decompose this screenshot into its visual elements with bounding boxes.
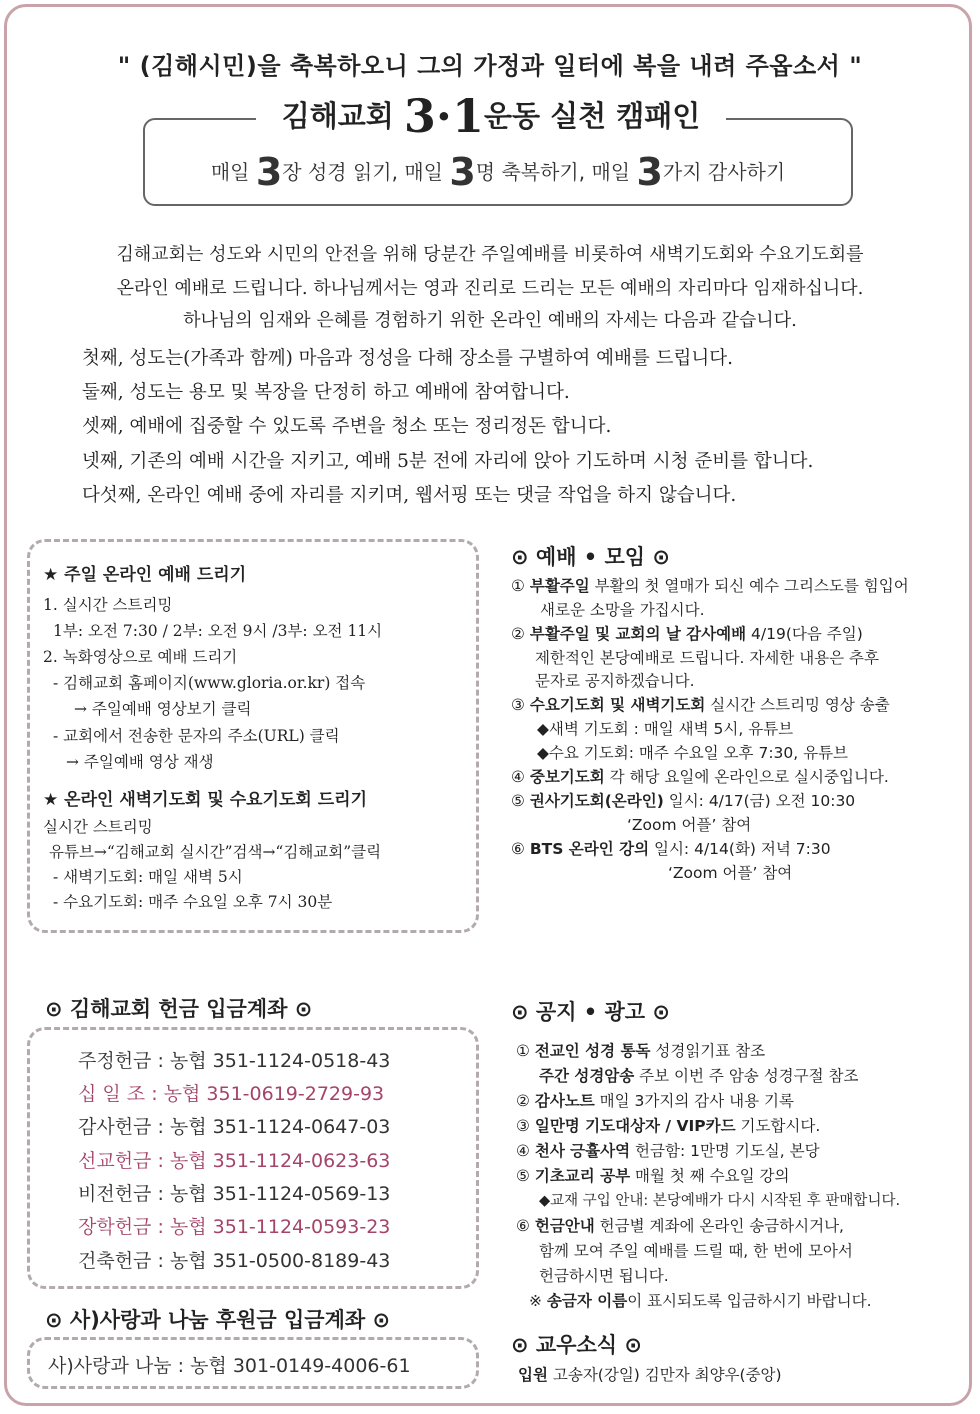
- worship-title: ⊙ 예배 • 모임 ⊙: [511, 545, 671, 569]
- worship-item: ② 부활주일 및 교회의 날 감사예배 4/19(다음 주일): [511, 625, 863, 643]
- worship-line: 새로운 소망을 가집시다.: [540, 601, 705, 619]
- campaign-title-num: 3·1: [403, 89, 484, 143]
- worship-line: 문자로 공지하겠습니다.: [535, 672, 695, 690]
- posture-item: 다섯째, 온라인 예배 중에 자리를 지키며, 웹서핑 또는 댓글 작업을 하지 않습니다.: [82, 485, 737, 506]
- intro-line: 하나님의 임재와 은혜를 경험하기 위한 온라인 예배의 자세는 다음과 같습니다.: [183, 310, 797, 331]
- campaign-sub-pre: 매일: [210, 160, 250, 184]
- campaign-sub-post: 장 성경 읽기,: [282, 160, 398, 184]
- offering-row: 건축헌금 : 농협 351-0500-8189-43: [78, 1250, 391, 1272]
- donation-row: 사)사랑과 나눔 : 농협 301-0149-4006-61: [48, 1355, 411, 1377]
- online-heading: ★ 온라인 새벽기도회 및 수요기도회 드리기: [43, 790, 368, 810]
- offering-row: 장학헌금 : 농협 351-1124-0593-23: [78, 1216, 391, 1238]
- campaign-sub-num: 3: [449, 150, 476, 194]
- notice-item: ③ 일만명 기도대상자 / VIP카드 기도합시다.: [516, 1117, 821, 1135]
- notice-item: ① 전교인 성경 통독 성경읽기표 참조: [516, 1042, 766, 1060]
- online-line: - 새벽기도회: 매일 새벽 5시: [53, 868, 243, 886]
- online-line: → 주일예배 영상 재생: [66, 753, 214, 771]
- notice-line: ◆교재 구입 안내: 본당예배가 다시 시작된 후 판매합니다.: [539, 1193, 901, 1209]
- worship-line: ◆새벽 기도회 : 매일 새벽 5시, 유튜브: [537, 720, 794, 738]
- posture-item: 둘째, 성도는 용모 및 복장을 단정히 하고 예배에 참여합니다.: [82, 382, 570, 403]
- worship-line: ‘Zoom 어플’ 참여: [627, 816, 752, 834]
- online-line: 1부: 오전 7:30 / 2부: 오전 9시 /3부: 오전 11시: [53, 622, 383, 640]
- online-line: - 김해교회 홈페이지(www.gloria.or.kr) 접속: [53, 674, 366, 692]
- online-line: 1. 실시간 스트리밍: [43, 596, 173, 614]
- offering-row: 선교헌금 : 농협 351-1124-0623-63: [78, 1150, 391, 1172]
- motto: " (김해시민)을 축복하오니 그의 가정과 일터에 복을 내려 주옵소서 ": [117, 52, 863, 80]
- campaign-title-post: 운동 실천 캠패인: [483, 99, 701, 133]
- campaign-sub-post: 가지 감사하기: [662, 160, 786, 184]
- campaign-sub-pre: 매일: [404, 160, 443, 184]
- notice-line: 헌금하시면 됩니다.: [539, 1267, 669, 1285]
- notice-line: 함께 모여 주일 예배를 드릴 때, 한 번에 모아서: [539, 1242, 853, 1260]
- campaign-title-pre: 김해교회: [281, 99, 394, 133]
- online-line: - 수요기도회: 매주 수요일 오후 7시 30분: [53, 893, 333, 911]
- online-line: 2. 녹화영상으로 예배 드리기: [43, 648, 238, 666]
- online-line: - 교회에서 전송한 문자의 주소(URL) 클릭: [53, 727, 340, 745]
- online-line: → 주일예배 영상보기 클릭: [74, 700, 252, 718]
- notice-line: 주간 성경암송 주보 이번 주 암송 성경구절 참조: [539, 1067, 859, 1085]
- notice-item: ④ 천사 긍휼사역 헌금함: 1만명 기도실, 본당: [516, 1142, 820, 1160]
- notice-item: ⑤ 기초교리 공부 매월 첫 째 수요일 강의: [516, 1167, 790, 1185]
- intro-line: 김해교회는 성도와 시민의 안전을 위해 당분간 주일예배를 비롯하여 새벽기도회와 수요기도회를: [116, 244, 864, 265]
- worship-line: 제한적인 본당예배로 드립니다. 자세한 내용은 추후: [535, 649, 879, 667]
- alumni-title: ⊙ 교우소식 ⊙: [511, 1333, 642, 1357]
- posture-item: 넷째, 기존의 예배 시간을 지키고, 예배 5분 전에 자리에 앉아 기도하며 시청 준비를 합니다.: [82, 451, 814, 472]
- worship-item: ④ 중보기도회 각 해당 요일에 온라인으로 실시중입니다.: [511, 768, 889, 786]
- worship-item: ③ 수요기도회 및 새벽기도회 실시간 스트리밍 영상 송출: [511, 696, 890, 714]
- online-heading: ★ 주일 온라인 예배 드리기: [43, 565, 247, 585]
- campaign-sub-num: 3: [636, 150, 663, 194]
- campaign-sub-pre: 매일: [591, 160, 631, 184]
- campaign-sub-num: 3: [255, 150, 283, 194]
- campaign-title: [256, 89, 726, 143]
- worship-item: ⑥ BTS 온라인 강의 일시: 4/14(화) 저녁 7:30: [511, 840, 831, 858]
- donation-title: ⊙ 사)사랑과 나눔 후원금 입금계좌 ⊙: [45, 1308, 391, 1332]
- notice-item: ⑥ 헌금안내 헌금별 계좌에 온라인 송금하시거나,: [516, 1217, 844, 1235]
- notice-title: ⊙ 공지 • 광고 ⊙: [511, 1000, 671, 1024]
- notice-line: ※ 송금자 이름이 표시되도록 입금하시기 바랍니다.: [529, 1292, 872, 1310]
- worship-line: ◆수요 기도회: 매주 수요일 오후 7:30, 유튜브: [537, 744, 849, 762]
- alumni-line: 입원 고송자(강일) 김만자 최양우(중앙): [518, 1366, 782, 1384]
- offering-row: 십 일 조 : 농협 351-0619-2729-93: [78, 1083, 385, 1105]
- campaign-subtitle: [143, 150, 853, 194]
- offering-row: 비전헌금 : 농협 351-1124-0569-13: [78, 1183, 391, 1205]
- posture-item: 첫째, 성도는(가족과 함께) 마음과 정성을 다해 장소를 구별하여 예배를 드립니다.: [82, 348, 733, 369]
- offering-row: 감사헌금 : 농협 351-1124-0647-03: [78, 1116, 391, 1138]
- intro-line: 온라인 예배로 드립니다. 하나님께서는 영과 진리로 드리는 모든 예배의 자리마다 임재하십니다.: [116, 278, 864, 299]
- posture-item: 셋째, 예배에 집중할 수 있도록 주변을 청소 또는 정리정돈 합니다.: [82, 416, 612, 437]
- worship-item: ⑤ 권사기도회(온라인) 일시: 4/17(금) 오전 10:30: [511, 792, 856, 810]
- online-line: 실시간 스트리밍: [43, 818, 153, 836]
- worship-line: ‘Zoom 어플’ 참여: [668, 864, 793, 882]
- online-line: 유튜브→“김해교회 실시간”검색→“김해교회”클릭: [49, 843, 382, 861]
- worship-item: ① 부활주일 부활의 첫 열매가 되신 예수 그리스도를 힘입어: [511, 577, 909, 595]
- notice-item: ② 감사노트 매일 3가지의 감사 내용 기록: [516, 1092, 794, 1110]
- campaign-sub-post: 명 축복하기,: [475, 160, 586, 184]
- offering-row: 주정헌금 : 농협 351-1124-0518-43: [78, 1050, 391, 1072]
- offering-title: ⊙ 김해교회 헌금 입금계좌 ⊙: [45, 997, 313, 1021]
